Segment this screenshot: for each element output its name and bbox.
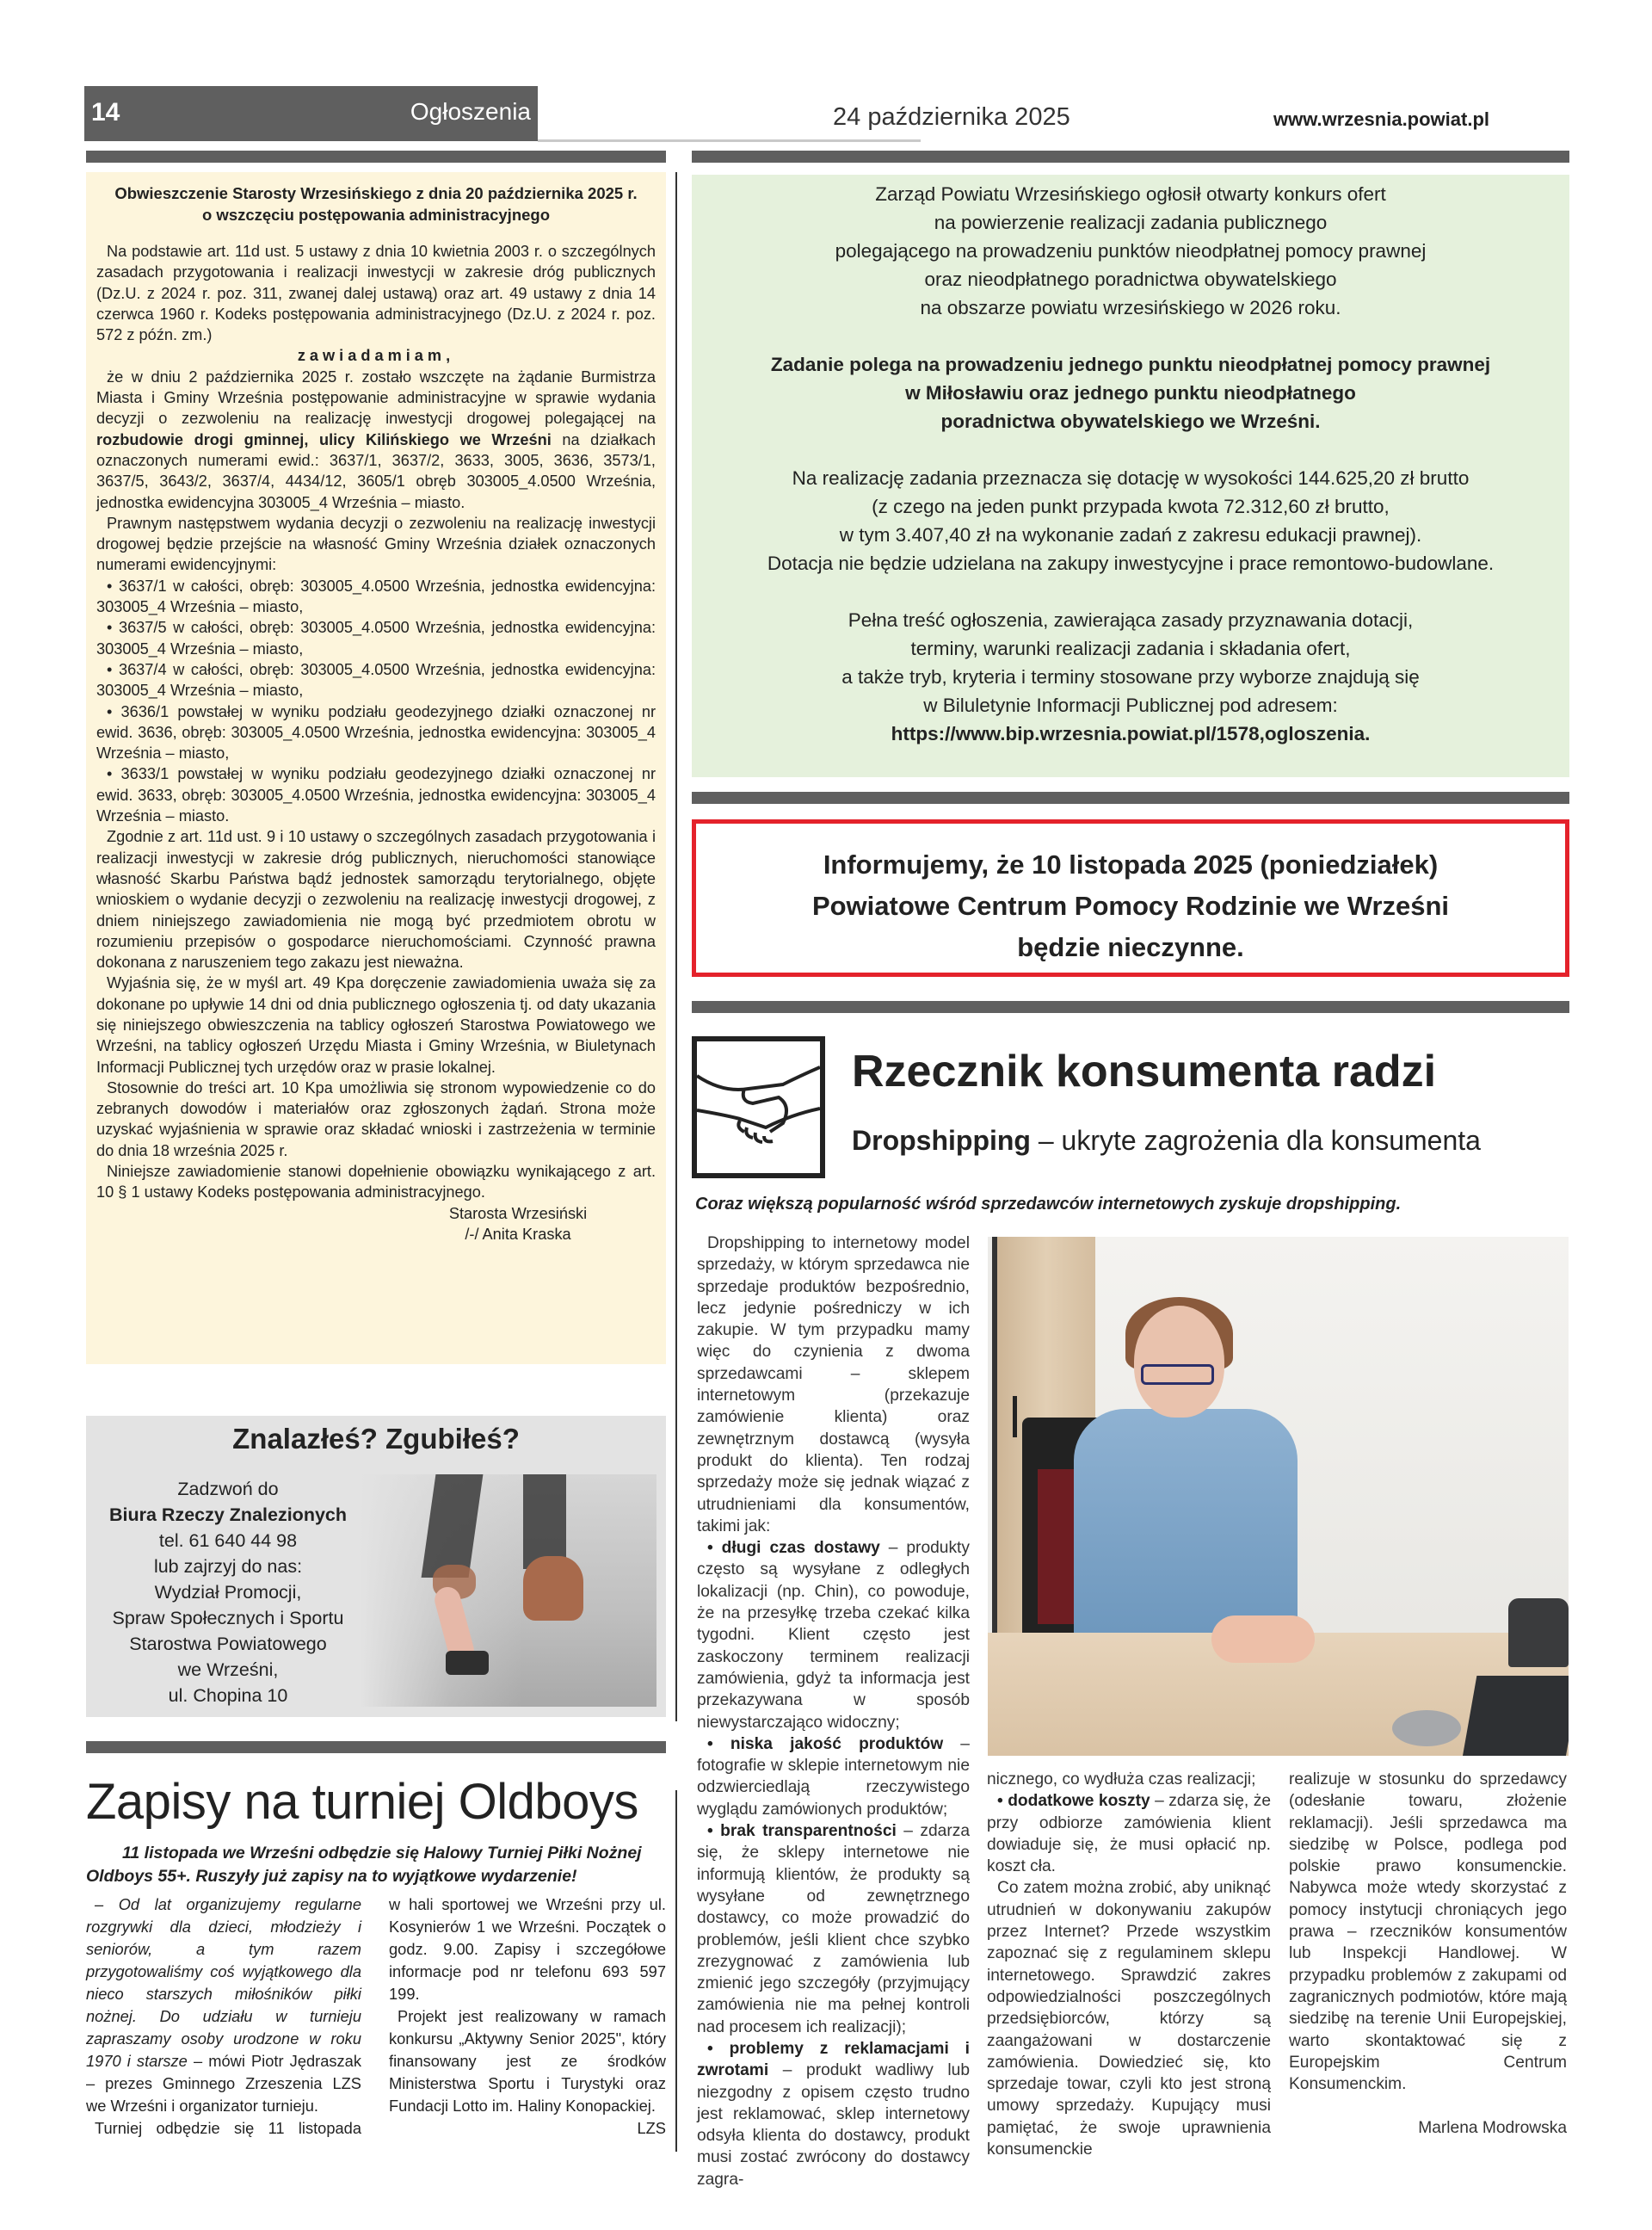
section-divider-oldboys bbox=[86, 1741, 666, 1753]
notice-bullet: • 3637/4 w całości, obręb: 303005_4.0500 Września, jednostka ewidencyjna: 303005_4 Września – miasto, bbox=[96, 660, 656, 700]
article-lead: Coraz większą popularność wśród sprzedawców internetowych zyskuje dropshipping. bbox=[695, 1195, 1402, 1214]
keyboard-icon bbox=[1463, 1676, 1569, 1756]
notice-bullet: • 3633/1 powstałej w wyniku podziału geodezyjnego działki oznaczonej nr ewid. 3633, obręb: 303005_4.0500 Września, jednostka ewidencyjna: 303005_4 Września – miasto. bbox=[96, 765, 656, 825]
bip-link[interactable]: https://www.bip.wrzesnia.powiat.pl/1578,ogloszenia. bbox=[891, 723, 1371, 744]
notice-bullet: • 3637/5 w całości, obręb: 303005_4.0500 Września, jednostka ewidencyjna: 303005_4 Września – miasto, bbox=[96, 619, 656, 658]
section-name: Ogłoszenia bbox=[410, 98, 531, 125]
column-divider bbox=[675, 172, 677, 1721]
oldboys-headline: Zapisy na turniej Oldboys bbox=[86, 1774, 638, 1830]
oldboys-column-2: w hali sportowej we Wrześni przy ul. Kosynierów 1 we Wrześni. Początek o godz. 9.00. Zapisy i szczegółowe informacje pod nr telefonu 693 597 199. Projekt jest realizowany w ramach konkursu „Aktywny Senior 2025", który finansowany jest ze środków Ministerstwa Sportu i Turystyki oraz Fundacji Lotto im. Haliny Konopackiej. LZS bbox=[389, 1893, 666, 2140]
mouse-icon bbox=[1392, 1710, 1461, 1746]
section-divider-left bbox=[86, 151, 666, 163]
notice-para6: Niniejsze zawiadomienie stanowi dopełnienie obowiązku wynikającego z art. 10 § 1 ustawy Kodeks postępowania administracyjnego. bbox=[96, 1163, 656, 1201]
website-link[interactable]: www.wrzesnia.powiat.pl bbox=[1273, 108, 1490, 130]
notice-title: Obwieszczenie Starosty Wrzesińskiego z dnia 20 października 2025 r. o wszczęciu postępowania administracyjnego bbox=[114, 184, 638, 224]
wallet-icon bbox=[446, 1651, 489, 1675]
lost-found-phone: tel. 61 640 44 98 bbox=[158, 1530, 298, 1551]
closure-notice: Informujemy, że 10 listopada 2025 (poniedziałek) Powiatowe Centrum Pomocy Rodzinie we Wrześni będzie nieczynne. bbox=[692, 819, 1569, 977]
lost-wallet-photo bbox=[360, 1474, 656, 1707]
notice-para5: Stosownie do treści art. 10 Kpa umożliwia się stronom wypowiedzenie co do zebranych dowodów i materiałów oraz zgłoszonych żądań. Strona może uzyskać wyjaśnienia w sprawie oraz składać wnioski i zastrzeżenia w terminie do dnia 18 września 2025 r. bbox=[96, 1078, 656, 1159]
lost-found-title: Znalazłeś? Zgubiłeś? bbox=[232, 1423, 520, 1455]
column-title: Rzecznik konsumenta radzi bbox=[852, 1047, 1437, 1096]
issue-date: 24 października 2025 bbox=[833, 103, 1070, 131]
lost-found-contact: Zadzwoń do Biura Rzeczy Znalezionych tel. 61 640 44 98 lub zajrzyj do nas: Wydział Promocji, Spraw Społecznych i Sportu Starostwa Powiatowego we Wrześni, ul. Chopina 10 bbox=[95, 1476, 361, 1708]
column-divider-lower bbox=[675, 1790, 677, 2152]
article-column-2: nicznego, co wydłuża czas realizacji; • dodatkowe koszty – zdarza się, że przy odbiorze zamówienia klient dowiaduje się, że musi opłacić np. koszt cła. Co zatem można zrobić, aby uniknąć utrudnień w dokonywaniu zakupów przez Internet? Przede wszystkim zapoznać się z regulaminem sklepu internetowego. Sprawdzić zakres odpowiedzialności poszczególnych przedsiębiorców, którzy są zaangażowani w dostarczenie zamówienia. Dowiedzieć się, kto sprzedaje towar, czyli kto jest stroną umowy sprzedaży. Kupujący musi pamiętać, że swoje uprawnienia konsumenckie bbox=[987, 1770, 1271, 2159]
consumer-ombudsman-photo bbox=[988, 1237, 1569, 1756]
notice-para4: Wyjaśnia się, że w myśl art. 49 Kpa doręczenie zawiadomienia uważa się za dokonane po upływie 14 dni od dnia publicznego ogłoszenia tj. od daty ukazania się niniejszego obwieszczenia na tablicy ogłoszeń Starostwa Powiatowego we Wrześni, na tablicy ogłoszeń Urzędu Miasta i Gminy Września, w Biuletynach Informacji Publicznej tych urzędów oraz w prasie lokalnej. bbox=[96, 974, 656, 1076]
header-rule bbox=[538, 139, 921, 142]
article-column-3: realizuje w stosunku do sprzedawcy (odesłanie towaru, złożenie reklamacji). Jeśli sprzedawca ma siedzibę w Polsce, podlega pod polskie prawo konsumenckie. Nabywca może wtedy skorzystać z pomocy instytucji chroniących jego prawa – rzeczników konsumentów lub Inspekcji Handlowej. W przypadku problemów z zakupami od zagranicznych podmiotów, które mają siedzibę na terenie Unii Europejskiej, warto skontaktować się z Europejskim Centrum Konsumenckim. Marlena Modrowska bbox=[1289, 1769, 1567, 2140]
oldboys-column-1: – Od lat organizujemy regularne rozgrywki dla dzieci, młodzieży i seniorów, a tym razem przygotowaliśmy coś wyjątkowego dla nieco starszych miłośników piłki nożnej. Do udziału w turnieju zapraszamy osoby urodzone w roku 1970 i starsze – mówi Piotr Jędraszak – prezes Gminnego Zrzeszenia LZS we Wrześni i organizator turnieju. Turniej odbędzie się 11 listopada bbox=[86, 1895, 361, 2137]
article-subtitle: Dropshipping – ukryte zagrożenia dla konsumenta bbox=[852, 1125, 1481, 1156]
article-column-1: Dropshipping to internetowy model sprzedaży, w którym sprzedawca nie sprzedaje produktów bezpośrednio, lecz jedynie pośredniczy w ich zakupie. W tym przypadku mamy więc do czynienia z dwoma sprzedawcami – sklepem internetowym (przekazuje zamówienie klienta) oraz zewnętrznym dostawcą (wysyła produkt do klienta). Ten rodzaj sprzedaży może się jednak wiązać z utrudnieniami dla konsumentów, takimi jak: • długi czas dostawy – produkty często są wysyłane z odległych lokalizacji (np. Chin), co powoduje, że na przesyłkę trzeba czekać kilka tygodni. Klient często jest zaskoczony terminem realizacji zamówienia, gdyż ta informacja jest przekazywana w sposób niewystarczająco widoczny; • niska jakość produktów – fotografie w sklepie internetowym nie odzwierciedlają rzeczywistego wyglądu zamówionych produktów; • brak transparentności – zdarza się, że sklepy internetowe nie informują klientów, że produkty są wysyłane od zewnętrznego dostawcy, co może prowadzić do problemów, jeśli klient chce szybko zrezygnować z zamówienia lub zmienić jego szczegóły (przyjmujący zamówienia nie ma pełnej kontroli nad procesem ich realizacji); • problemy z reklamacjami i zwrotami – produkt wadliwy lub niezgodny z opisem często trudno jest reklamować, sklep internetowy odsyła klienta do dostawcy, produkt musi zostać zwrócony do dostawcy zagra- bbox=[697, 1234, 970, 2189]
page-header-bar bbox=[84, 86, 538, 141]
oldboys-lead: 11 listopada we Wrześni odbędzie się Halowy Turniej Piłki Nożnej Oldboys 55+. Ruszyły już zapisy na to wyjątkowe wydarzenie! bbox=[86, 1844, 642, 1886]
handshake-icon bbox=[692, 1036, 825, 1178]
lost-and-found-ad bbox=[86, 1416, 666, 1717]
oldboys-signature: LZS bbox=[637, 2119, 666, 2137]
notice-para3: Zgodnie z art. 11d ust. 9 i 10 ustawy o szczególnych zasadach przygotowania i realizacji inwestycji w zakresie dróg publicznych, nieruchomości stanowiące własność Skarbu Państwa bądź jednostek samorządu terytorialnego, objęte wnioskiem o wydanie decyzji o zezwoleniu na realizację inwestycji drogowej, z dniem niniejszego zawiadomienia nie mogą być przedmiotem obrotu w rozumieniu przepisów o gospodarce nieruchomościami. Czynność prawna dokonana z naruszeniem tego zakazu jest nieważna. bbox=[96, 828, 656, 972]
notice-intro: Na podstawie art. 11d ust. 5 ustawy z dnia 10 kwietnia 2003 r. o szczególnych zasadach przygotowania i realizacji inwestycji w zakresie dróg publicznych (Dz.U. z 2024 r. poz. 311, zwanej dalej ustawą) oraz art. 49 ustawy z dnia 14 czerwca 1960 r. Kodeks postępowania administracyjnego (Dz.U. z 2024 r. poz. 572 z późn. zm.) bbox=[96, 243, 656, 344]
notice-bullet: • 3637/1 w całości, obręb: 303005_4.0500 Września, jednostka ewidencyjna: 303005_4 Września – miasto, bbox=[96, 577, 656, 616]
page-number: 14 bbox=[91, 98, 120, 127]
section-divider-right bbox=[692, 151, 1569, 163]
competition-announcement: Zarząd Powiatu Wrzesińskiego ogłosił otwarty konkurs ofert na powierzenie realizacji zadania publicznego polegającego na prowadzeniu punktów nieodpłatnej pomocy prawnej oraz nieodpłatnego poradnictwa obywatelskiego na obszarze powiatu wrzesińskiego w 2026 roku. Zadanie polega na prowadzeniu jednego punktu nieodpłatnej pomocy prawnej w Miłosławiu oraz jednego punktu nieodpłatnego poradnictwa obywatelskiego we Wrześni. Na realizację zadania przeznacza się dotację w wysokości 144.625,20 zł brutto (z czego na jeden punkt przypada kwota 72.312,60 zł brutto, w tym 3.407,40 zł na wykonanie zadań z zakresu edukacji prawnej). Dotacja nie będzie udzielana na zakupy inwestycyjne i prace remontowo-budowlane. Pełna treść ogłoszenia, zawierająca zasady przyznawania dotacji, terminy, warunki realizacji zadania i składania ofert, a także tryb, kryteria i terminy stosowane przy wyborze znajdują się w Biluletynie Informacji Publicznej pod adresem: https://www.bip.wrzesnia.powiat.pl/1578,ogloszenia. bbox=[692, 175, 1569, 777]
article-author: Marlena Modrowska bbox=[1418, 2119, 1567, 2138]
signature-name: /-/ Anita Kraska bbox=[465, 1225, 571, 1243]
section-divider-consumer bbox=[692, 1001, 1569, 1013]
telephone-icon bbox=[1508, 1598, 1569, 1667]
notice-para1: że w dniu 2 października 2025 r. zostało wszczęte na żądanie Burmistrza Miasta i Gminy Września postępowanie administracyjne w sprawie wydania decyzji o zezwoleniu na realizację inwestycji drogowej polegającej na rozbudowie drogi gminnej, ulicy Kilińskiego we Wrześni na działkach oznaczonych numerami ewid.: 3637/1, 3637/2, 3633, 3005, 3636, 3573/1, 3637/5, 3643/2, 3637/4, 4434/12, 3605/1 obręb 303005_4.0500 Września, jednostka ewidencyjna 303005_4 Września – miasto. bbox=[96, 368, 656, 511]
notice-para2: Prawnym następstwem wydania decyzji o zezwoleniu na realizację inwestycji drogowej będzie przejście na własność Gminy Września działek oznaczonych numerami ewidencyjnymi: bbox=[96, 514, 656, 574]
notice-announce-word: zawiadamiam, bbox=[297, 347, 455, 365]
section-divider-red bbox=[692, 792, 1569, 804]
notice-bullet: • 3636/1 powstałej w wyniku podziału geodezyjnego działki oznaczonej nr ewid. 3636, obręb: 303005_4.0500 Września, jednostka ewidencyjna: 303005_4 Września – miasto, bbox=[96, 702, 656, 763]
signature-role: Starosta Wrzesiński bbox=[448, 1204, 588, 1222]
official-notice bbox=[86, 172, 666, 1364]
